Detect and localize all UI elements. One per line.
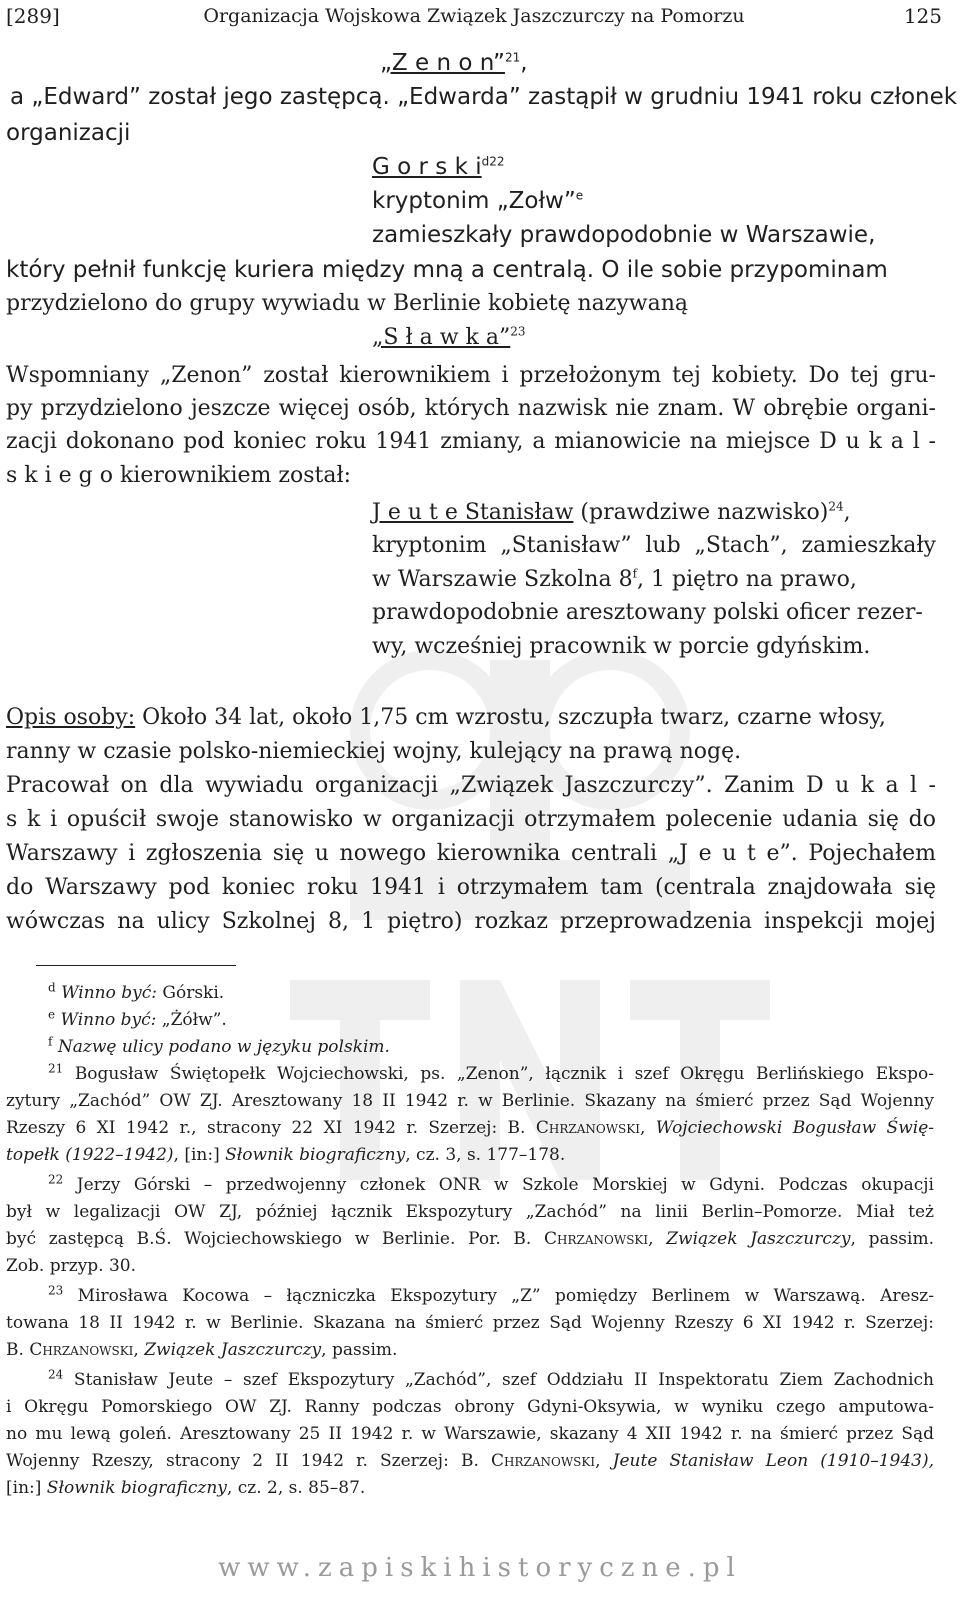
body-line: przydzielono do grupy wywiadu w Berlinie kobietę nazywaną bbox=[6, 291, 689, 316]
footnote-23-line: towana 18 II 1942 r. w Berlinie. Skazana na śmierć przez Sąd Wojenny Rzeszy 6 XI 1942 r. Szerzej: bbox=[6, 1313, 934, 1333]
footnote-24-line: $^{24}$ Stanisław Jeute – szef Ekspozytury „Zachód”, szef Oddziału II Inspektoratu Ziem Zachodnich bbox=[48, 1367, 934, 1390]
footnote-21-line: Rzeszy 6 XI 1942 r., stracony 22 XI 1942 r. Szerzej: B. Chrzanowski, Wojciechowski Bogusław Świę- bbox=[6, 1118, 934, 1138]
footnote-24-line: no mu lewą goleń. Aresztowany 25 II 1942 r. w Warszawie, skazany 4 XII 1942 r. na śmierć przez Sąd bbox=[6, 1424, 934, 1444]
jeute-detail-line: wy, wcześniej pracownik w porcie gdyńskim. bbox=[372, 634, 871, 659]
running-title: Organizacja Wojskowa Związek Jaszczurczy na Pomorzu bbox=[203, 5, 745, 27]
body-line: ranny w czasie polsko-niemieckiej wojny, kulejący na prawą nogę. bbox=[6, 739, 742, 764]
person-description-line: Opis osoby: Około 34 lat, około 1,75 cm wzrostu, szczupła twarz, czarne włosy, bbox=[6, 705, 886, 730]
footnote-21-line: zytury „Zachód” OW ZJ. Aresztowany 18 II 1942 r. w Berlinie. Skazany na śmierć przez Sąd Wojenny bbox=[6, 1091, 934, 1111]
footnote-21-line: $^{21}$ Bogusław Świętopełk Wojciechowski, ps. „Zenon”, łącznik i szef Okręgu Berlińskiego Ekspo- bbox=[48, 1061, 934, 1084]
running-header bbox=[6, 4, 942, 30]
page-number: 125 bbox=[903, 4, 942, 28]
footnote-separator bbox=[36, 965, 236, 966]
name-zenon: „Z e n o n”$^{21}$, bbox=[380, 50, 528, 76]
footnote-d: $^d$ Winno być: Górski. bbox=[48, 980, 225, 1003]
footnote-24-line: Wojenny Rzeszy, stracony 2 II 1942 r. Szerzej: B. Chrzanowski, Jeute Stanisław Leon (1910–1943), bbox=[6, 1451, 934, 1471]
footnote-22-line: być zastępcą B.Ś. Wojciechowskiego w Berlinie. Por. B. Chrzanowski, Związek Jaszczurczy, passim. bbox=[6, 1229, 934, 1249]
jeute-detail-line: kryptonim „Stanisław” lub „Stach”, zamieszkały bbox=[372, 533, 936, 558]
body-line: Warszawy i zgłoszenia się u nowego kierownika centrali „J e u t e”. Pojechałem bbox=[6, 841, 936, 866]
body-line: a „Edward” został jego zastępcą. „Edwarda” zastąpił w grudniu 1941 roku członek bbox=[10, 84, 958, 110]
address-line: zamieszkały prawdopodobnie w Warszawie, bbox=[372, 222, 876, 248]
name-slawka: „S ł a w k a”$^{23}$ bbox=[372, 324, 526, 350]
body-line: który pełnił funkcję kuriera między mną a centralą. O ile sobie przypominam bbox=[6, 257, 888, 283]
body-line: wówczas na ulicy Szkolnej 8, 1 piętro) rozkaz przeprowadzenia inspekcji mojej bbox=[6, 909, 936, 934]
footnote-22-line: Zob. przyp. 30. bbox=[6, 1256, 137, 1276]
body-line: organizacji bbox=[6, 120, 131, 146]
footnote-23-line: $^{23}$ Mirosława Kocowa – łączniczka Ekspozytury „Z” pomiędzy Berlinem w Warszawą. Aresz- bbox=[48, 1283, 934, 1306]
footnote-f: $^f$ Nazwę ulicy podano w języku polskim. bbox=[48, 1034, 390, 1057]
page-bracket-number: [289] bbox=[6, 4, 60, 28]
body-line: Pracował on dla wywiadu organizacji „Związek Jaszczurczy”. Zanim D u k a l - bbox=[6, 773, 936, 798]
name-jeute: J e u t e Stanisław (prawdziwe nazwisko)$^{24}$, bbox=[372, 499, 851, 525]
footnote-21-line: topełk (1922–1942), [in:] Słownik biograficzny, cz. 3, s. 177–178. bbox=[6, 1145, 566, 1165]
body-line: s k i opuścił swoje stanowisko w organizacji otrzymałem polecenie udania się do bbox=[6, 807, 936, 832]
body-line: zacji dokonano pod koniec roku 1941 zmiany, a mianowicie na miejsce D u k a l - bbox=[6, 429, 936, 454]
footnote-22-line: $^{22}$ Jerzy Górski – przedwojenny członek ONR w Szkole Morskiej w Gdyni. Podczas okupacji bbox=[48, 1172, 934, 1195]
footnote-24-line: [in:] Słownik biograficzny, cz. 2, s. 85–87. bbox=[6, 1478, 366, 1498]
kryptonim-line: kryptonim „Zołw”$^e$ bbox=[372, 188, 584, 214]
footnote-24-line: i Okręgu Pomorskiego OW ZJ. Ranny podczas obrony Gdyni-Oksywia, w wyniku czego amputowa- bbox=[6, 1397, 934, 1417]
body-line: py przydzielono jeszcze więcej osób, których nazwisk nie znam. W obrębie organi- bbox=[6, 396, 936, 421]
jeute-detail-line: prawdopodobnie aresztowany polski oficer rezer- bbox=[372, 600, 923, 625]
body-line: Wspomniany „Zenon” został kierownikiem i przełożonym tej kobiety. Do tej gru- bbox=[6, 363, 936, 388]
body-line: do Warszawy pod koniec roku 1941 i otrzymałem tam (centrala znajdowała się bbox=[6, 875, 936, 900]
jeute-detail-line: w Warszawie Szkolna 8$^f$, 1 piętro na prawo, bbox=[372, 566, 857, 592]
opis-label: Opis osoby: bbox=[6, 705, 136, 730]
footnote-22-line: był w legalizacji OW ZJ, później łącznik Ekspozytury „Zachód” na linii Berlin–Pomorze. Miał też bbox=[6, 1202, 934, 1222]
footnote-e: $^e$ Winno być: „Żółw”. bbox=[48, 1007, 227, 1030]
footer-url: www.zapiskihistoryczne.pl bbox=[218, 1553, 742, 1583]
body-line: s k i e g o kierownikiem został: bbox=[6, 463, 352, 488]
name-gorski: G o r s k $i^{d22}$ bbox=[372, 154, 505, 180]
footnote-23-line: B. Chrzanowski, Związek Jaszczurczy, passim. bbox=[6, 1340, 398, 1360]
